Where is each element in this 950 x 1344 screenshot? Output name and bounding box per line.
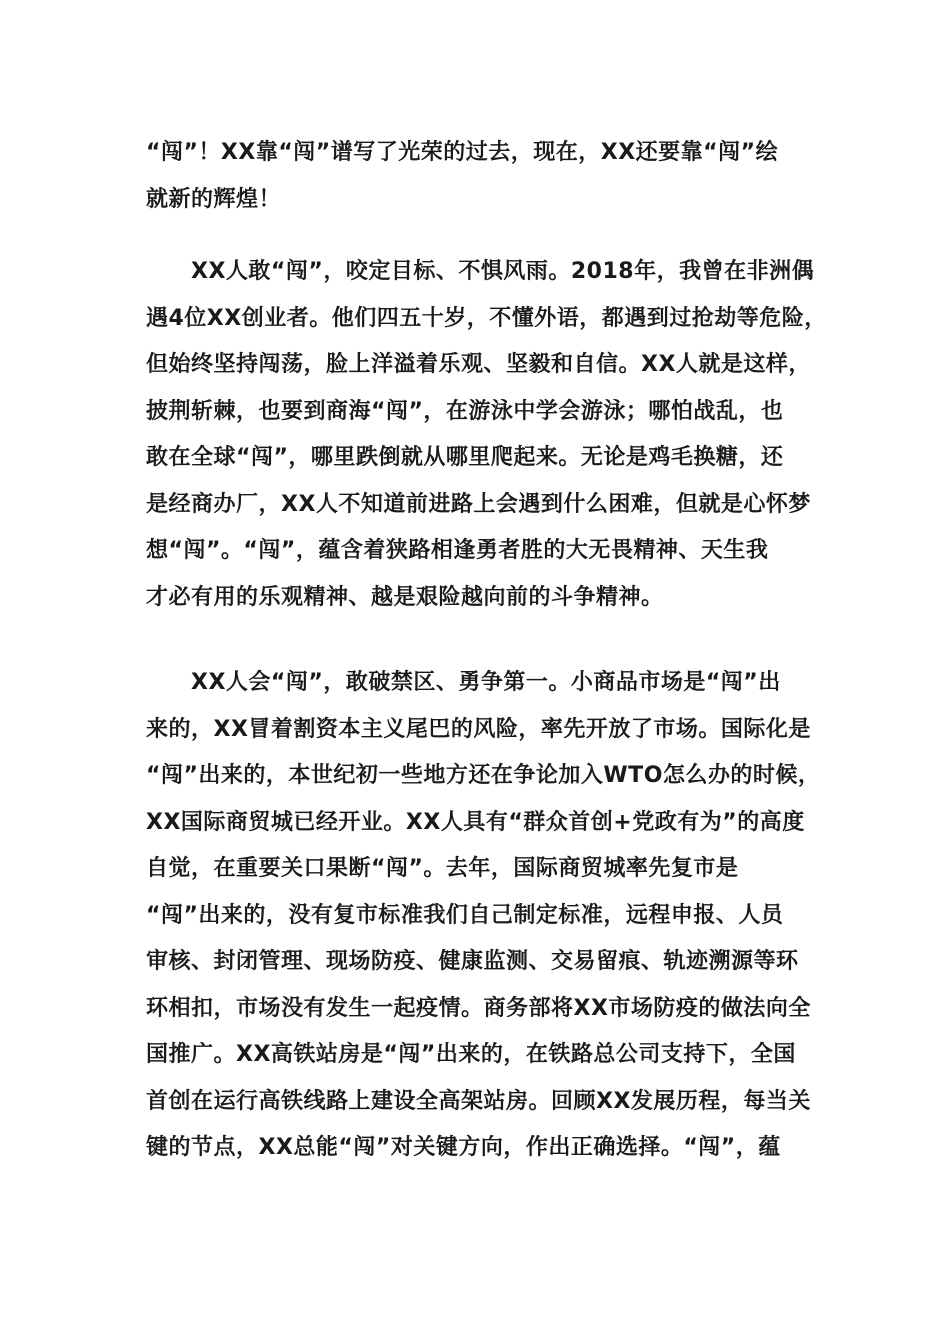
text-line: XX人会“闯”，敢破禁区、勇争第一。小商品市场是“闯”出 bbox=[146, 670, 781, 695]
text-line: 但始终坚持闯荡，脸上洋溢着乐观、坚毅和自信。XX人就是这样， bbox=[146, 352, 811, 377]
text-line: “闯”出来的，本世纪初一些地方还在争论加入WTO怎么办的时候， bbox=[146, 763, 821, 788]
text-line: XX人敢“闯”，咬定目标、不惧风雨。2018年，我曾在非洲偶 bbox=[146, 259, 815, 284]
text-line: 遇4位XX创业者。他们四五十岁，不懂外语，都遇到过抢劫等危险， bbox=[146, 305, 827, 331]
paragraph-1 bbox=[146, 130, 816, 223]
text-line: 是经商办厂，XX人不知道前进路上会遇到什么困难，但就是心怀梦 bbox=[146, 491, 811, 517]
paragraph-3 bbox=[146, 660, 821, 1172]
text-line: 国推广。XX高铁站房是“闯”出来的，在铁路总公司支持下，全国 bbox=[146, 1042, 796, 1067]
text-line: 来的，XX冒着割资本主义尾巴的风险，率先开放了市场。国际化是 bbox=[146, 716, 811, 742]
text-line: 敢在全球“闯”，哪里跌倒就从哪里爬起来。无论是鸡毛换糖，还 bbox=[146, 445, 784, 470]
paragraph-2 bbox=[146, 249, 827, 621]
text-line: 就新的辉煌！ bbox=[146, 186, 282, 212]
text-line: XX国际商贸城已经开业。XX人具有“群众首创+党政有为”的高度 bbox=[146, 809, 805, 835]
text-line: “闯”出来的，没有复市标准我们自己制定标准，远程申报、人员 bbox=[146, 902, 784, 928]
text-line: 键的节点，XX总能“闯”对关键方向，作出正确选择。“闯”，蕴 bbox=[146, 1135, 781, 1160]
text-line: 才必有用的乐观精神、越是艰险越向前的斗争精神。 bbox=[146, 584, 664, 610]
text-line: 审核、封闭管理、现场防疫、健康监测、交易留痕、轨迹溯源等环 bbox=[146, 949, 799, 974]
text-line: 环相扣，市场没有发生一起疫情。商务部将XX市场防疫的做法向全 bbox=[146, 995, 811, 1021]
text-line: 自觉，在重要关口果断“闯”。去年，国际商贸城率先复市是 bbox=[146, 856, 739, 881]
text-line: 想“闯”。“闯”，蕴含着狭路相逢勇者胜的大无畏精神、天生我 bbox=[146, 538, 769, 563]
text-line: 首创在运行高铁线路上建设全高架站房。回顾XX发展历程，每当关 bbox=[146, 1088, 811, 1114]
text-line: “闯”！XX靠“闯”谱写了光荣的过去，现在，XX还要靠“闯”绘 bbox=[146, 140, 779, 165]
text-line: 披荆斩棘，也要到商海“闯”，在游泳中学会游泳；哪怕战乱，也 bbox=[146, 398, 784, 424]
